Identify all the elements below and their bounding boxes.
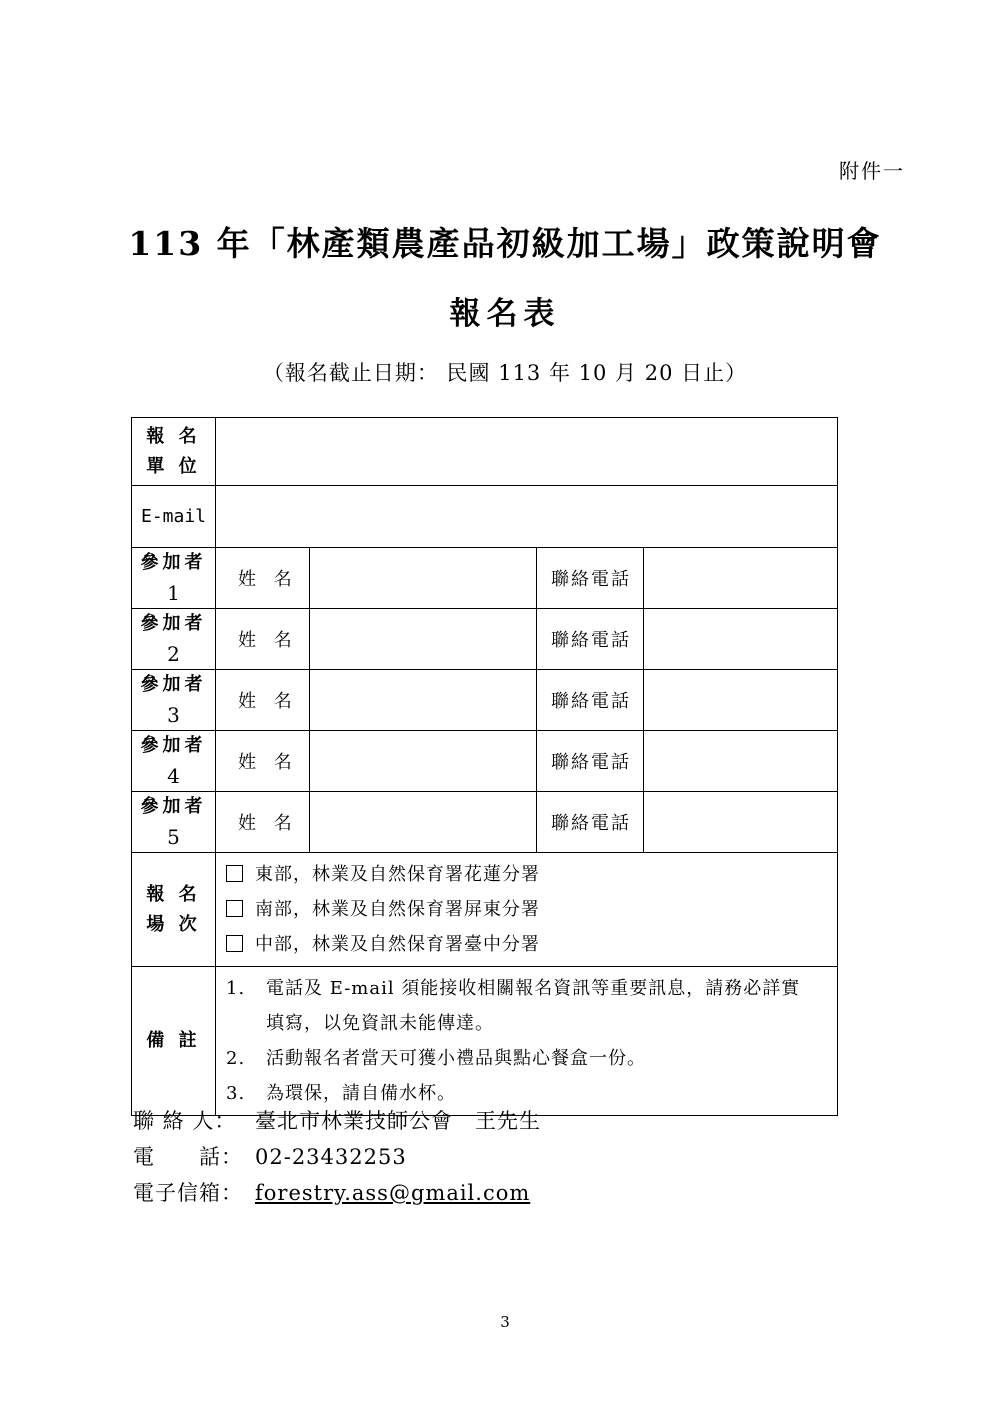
session-option-central[interactable]: 中部，林業及自然保育署臺中分署 — [226, 927, 827, 962]
session-options — [216, 853, 838, 967]
deadline-note: （報名截止日期： 民國 113 年 10 月 20 日止） — [262, 361, 748, 385]
participant-label: 參加者 4 — [132, 731, 216, 792]
name-input-cell[interactable] — [310, 548, 537, 609]
participant-label: 參加者 2 — [132, 609, 216, 670]
unit-label: 報 名 單 位 — [132, 418, 216, 486]
name-input-cell[interactable] — [310, 731, 537, 792]
session-label: 報 名 場 次 — [132, 853, 216, 967]
email-row — [132, 486, 838, 548]
phone-input-cell[interactable] — [644, 548, 838, 609]
notes-label: 備 註 — [132, 967, 216, 1116]
phone-label: 聯絡電話 — [537, 731, 644, 792]
name-label: 姓 名 — [216, 609, 310, 670]
session-option-south[interactable]: 南部，林業及自然保育署屏東分署 — [226, 892, 827, 927]
session-row — [132, 853, 838, 967]
contact-phone: 電 話： 02-23432253 — [133, 1145, 407, 1169]
email-link[interactable]: forestry.ass@gmail.com — [255, 1181, 531, 1205]
phone-label: 聯絡電話 — [537, 670, 644, 731]
phone-input-cell[interactable] — [644, 731, 838, 792]
participant-label: 參加者 3 — [132, 670, 216, 731]
participant-label: 參加者 1 — [132, 548, 216, 609]
unit-input-cell[interactable] — [216, 418, 838, 486]
unit-row — [132, 418, 838, 486]
notes-content — [216, 967, 838, 1116]
name-label: 姓 名 — [216, 792, 310, 853]
contact-email: 電子信箱： forestry.ass@gmail.com — [133, 1181, 531, 1205]
attachment-label: 附件一 — [839, 159, 905, 183]
checkbox[interactable] — [226, 865, 243, 882]
phone-label: 聯絡電話 — [537, 548, 644, 609]
notes-row — [132, 967, 838, 1116]
name-label: 姓 名 — [216, 670, 310, 731]
participant-row — [132, 609, 838, 670]
checkbox[interactable] — [226, 900, 243, 917]
contact-person: 聯 絡 人： 臺北市林業技師公會 王先生 — [133, 1109, 541, 1133]
name-input-cell[interactable] — [310, 670, 537, 731]
name-label: 姓 名 — [216, 548, 310, 609]
phone-label: 聯絡電話 — [537, 792, 644, 853]
page-title: 113 年「林產類農產品初級加工場」政策說明會 — [128, 224, 882, 263]
participant-row — [132, 731, 838, 792]
participant-label: 參加者 5 — [132, 792, 216, 853]
session-option-east[interactable]: 東部，林業及自然保育署花蓮分署 — [226, 857, 827, 892]
participant-row — [132, 548, 838, 609]
note-item-continuation: 填寫，以免資訊未能傳達。 — [266, 1013, 494, 1034]
email-input-cell[interactable] — [216, 486, 838, 548]
name-input-cell[interactable] — [310, 792, 537, 853]
checkbox[interactable] — [226, 935, 243, 952]
registration-form-table — [131, 417, 838, 1116]
note-item: 3. 為環保，請自備水杯。 — [226, 1083, 456, 1104]
note-item: 2. 活動報名者當天可獲小禮品與點心餐盒一份。 — [226, 1048, 646, 1069]
phone-input-cell[interactable] — [644, 792, 838, 853]
participant-row — [132, 792, 838, 853]
participant-row — [132, 670, 838, 731]
name-input-cell[interactable] — [310, 609, 537, 670]
phone-input-cell[interactable] — [644, 670, 838, 731]
page-subtitle: 報名表 — [449, 296, 561, 332]
page-number: 3 — [500, 1313, 510, 1331]
phone-input-cell[interactable] — [644, 609, 838, 670]
phone-label: 聯絡電話 — [537, 609, 644, 670]
email-label: E-mail — [132, 486, 216, 548]
name-label: 姓 名 — [216, 731, 310, 792]
note-item: 1. 電話及 E-mail 須能接收相關報名資訊等重要訊息，請務必詳實 — [226, 978, 801, 999]
